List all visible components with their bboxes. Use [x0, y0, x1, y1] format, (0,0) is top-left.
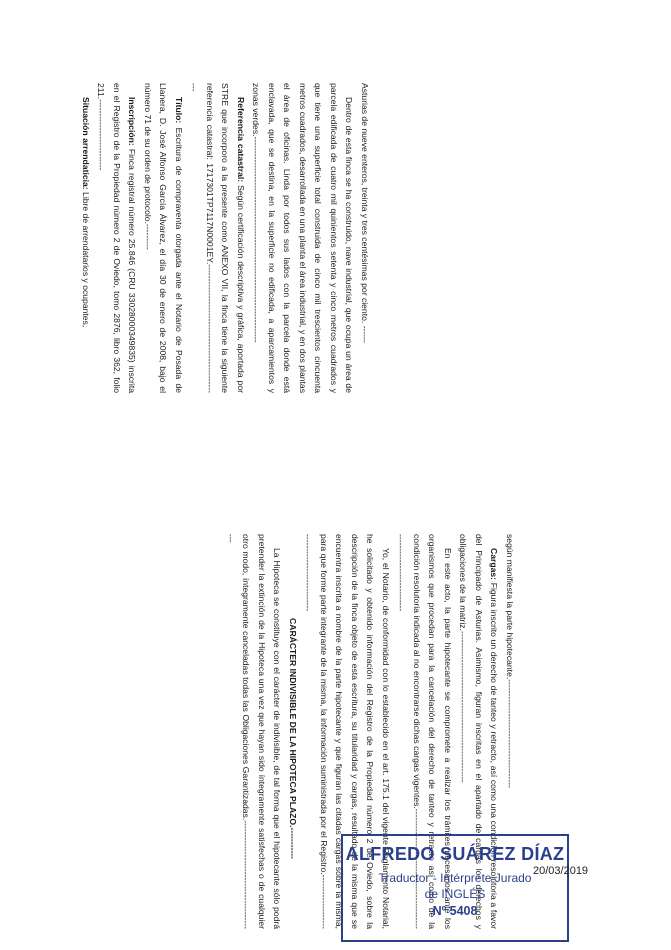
paragraph: según manifiesta la parte hipotecante.--------------------------------------: [505, 534, 515, 788]
paragraph: [140, 83, 187, 393]
stamp-role: Traductor - Intérprete Jurado: [378, 871, 532, 885]
paragraph: [93, 83, 140, 393]
label: Cargas:: [489, 548, 500, 580]
paragraph: [78, 83, 94, 393]
text: Libre de arrendatarios y ocupantes,: [81, 189, 91, 328]
paragraph: Yo, el Notario, de conformidad con lo establecido en el art. 175.1 del vigente Reglamento Notarial, he solicitado y obtenido información del Registro de la Propiedad número 2 de Oviedo, sobre la descripción de la finca objeto de esta escritura, su titularidad y cargas, resultado de la misma que se encuentra inscrita a nombre de la parte hipotecante y que figuran las citadas cargas sobre la misma, para que forme parte integrante de la misma, la información suministrada por el Registro.----------------------------------------------: [303, 534, 391, 929]
label: Inscripción:: [127, 97, 138, 146]
paragraph: Asturias de nueve enteros, treinta y tres centésimas por ciento. ------: [360, 83, 370, 343]
text: Según certificación descriptiva y gráfica, aportada por STRE que incorporo a la presente como ANEXO VII, la finca tiene la siguiente referencia catastral: 1717301TP7117N0001EY.------------------------------------------------: [189, 83, 246, 393]
text: Figura inscrito un derecho de tanteo y retracto, así como una condición resolutoria a favor del Principado de Asturias. Asimismo, figuran inscritas en el apartado de cargas los derechos y obligaciones de la matriz.-----------------------------------------------------: [458, 534, 500, 929]
paragraph: [186, 83, 248, 393]
stamp-name: ALFREDO SUÁREZ DÍAZ: [345, 844, 565, 864]
stamp-language: de INGLÉS: [424, 887, 486, 901]
translator-stamp: [341, 834, 569, 942]
section-heading: CARÁCTER INDIVISIBLE DE LA HIPOTECA PLAZO.-----------: [288, 618, 298, 859]
text: Finca registral número 25.846 (CRU 33028000349835) inscrita en el Registro de la Propiedad número 2 de Oviedo, tomo 2876, libro 362, folio 211.-------------------------: [96, 83, 138, 393]
stamp-number: Nº 5408: [432, 904, 478, 918]
date-text: 20/03/2019: [533, 865, 589, 877]
page-column-right: [78, 83, 373, 393]
paragraph: Dentro de esta finca se ha construido, nave industrial, que ocupa un área de parcela edificada de cuatro mil quinientos setenta y cinco metros cuadrados y que tiene una superficie total construida de cinco mil trescientos cincuenta metros cuadrados, desarrollada en una planta el área industrial, y en dos plantas el área de oficinas. Linda por todos sus lados con la parcela donde está enclavada, que se destina, en la superficie no edificada, a aparcamientos y zonas verdes.------------------------------------------------------------------------: [251, 83, 355, 393]
label: Título:: [174, 97, 184, 124]
text: Escritura de compraventa otorgada ante el Notario de Posada de Llanera, D. José Alfonso García Álvarez, el día 30 de enero de 2008, bajo el número 71 de su orden de protocolo.---------: [143, 83, 184, 393]
label: Situación arrendaticia:: [81, 97, 91, 190]
paragraph: La Hipoteca se constituye con el carácter de indivisible, de tal forma que el hipotecante sólo podrá pretender la extinción de la Hipoteca una vez que hayan sido íntegramente satisfechas o de cualquier otro modo, íntegramente canceladas todas las Obligaciones Garantizadas.-----------------------------------------: [226, 534, 283, 929]
paragraph: En este acto, la parte hipotecante se compromete a realizar los trámites necesarios ante los organismos que procedan para la cancelación del derecho de tanteo y retracto así como de la condición resolutoria indicada al no encontrarse dichas cargas vigentes.---------------------------------------------------------------------: [396, 534, 453, 929]
label: Referencia catastral:: [236, 97, 246, 183]
